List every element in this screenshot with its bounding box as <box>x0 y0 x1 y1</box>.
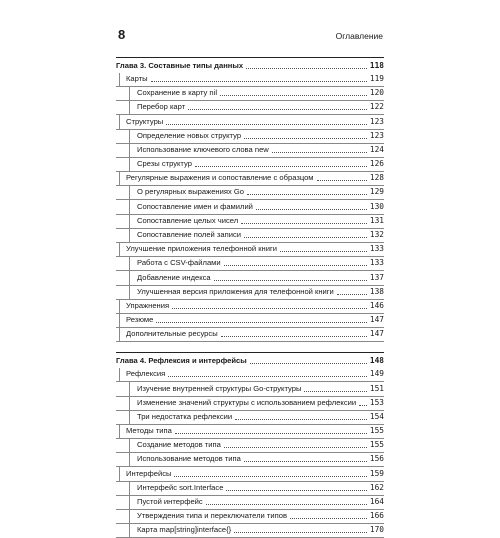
toc-entry-title: Глава 4. Рефлексия и интерфейсы <box>116 356 247 366</box>
toc-section-entry[interactable] <box>116 300 384 314</box>
toc-subsection-entry[interactable] <box>116 130 384 144</box>
toc-subsection-entry[interactable] <box>116 186 384 200</box>
toc-subsection-entry[interactable] <box>116 229 384 243</box>
toc-entry-page: 159 <box>369 468 384 478</box>
toc-leader-dots <box>226 490 366 491</box>
toc-entry-title: Сопоставление имен и фамилий <box>137 201 253 211</box>
toc-subsection-entry[interactable] <box>116 158 384 172</box>
toc-entry-page: 147 <box>369 315 384 325</box>
toc-entry-page: 155 <box>369 440 384 450</box>
toc-entry-page: 137 <box>369 272 384 282</box>
toc-subsection-entry[interactable] <box>116 87 384 101</box>
toc-entry-page: 149 <box>369 369 384 379</box>
toc-leader-dots <box>250 363 367 364</box>
toc-subsection-entry[interactable] <box>116 524 384 538</box>
toc-leader-dots <box>166 124 367 125</box>
toc-leader-dots <box>304 391 366 392</box>
toc-entry-title: Три недостатка рефлексии <box>137 411 233 421</box>
toc-entry-page: 124 <box>369 144 384 154</box>
toc-subsection-entry[interactable] <box>116 382 384 396</box>
toc-leader-dots <box>244 138 367 139</box>
toc-entry-page: 147 <box>369 329 384 339</box>
toc-subsection-entry[interactable] <box>116 257 384 271</box>
toc-subsection-entry[interactable] <box>116 215 384 229</box>
toc-leader-dots <box>206 504 367 505</box>
toc-subsection-entry[interactable] <box>116 101 384 115</box>
toc-entry-title: Методы типа <box>126 426 172 436</box>
toc-entry-page: 138 <box>369 286 384 296</box>
toc-entry-title: Добавление индекса <box>137 272 211 282</box>
toc-entry-title: Рефлексия <box>126 369 166 379</box>
toc-entry-title: Структуры <box>126 116 164 126</box>
toc-entry-title: Изучение внутренней структуры Go-структуры <box>137 383 302 393</box>
toc-section-entry[interactable] <box>116 243 384 257</box>
toc-subsection-entry[interactable] <box>116 496 384 510</box>
toc-entry-page: 123 <box>369 116 384 126</box>
toc-entry-title: Интерфейсы <box>126 468 172 478</box>
toc-entry-page: 122 <box>369 102 384 112</box>
toc-entry-title: Срезы структур <box>137 159 192 169</box>
toc-subsection-entry[interactable] <box>116 453 384 467</box>
toc-leader-dots <box>235 419 367 420</box>
toc-entry-title: Глава 3. Составные типы данных <box>116 60 244 70</box>
toc-entry-page: 118 <box>369 60 384 70</box>
toc-entry-page: 162 <box>369 482 384 492</box>
toc-entry-title: Интерфейс sort.Interface <box>137 482 224 492</box>
toc-leader-dots <box>234 532 367 533</box>
toc-section-entry[interactable] <box>116 172 384 186</box>
toc-section-entry[interactable] <box>116 425 384 439</box>
toc-entry-page: 148 <box>369 356 384 366</box>
toc-leader-dots <box>175 433 367 434</box>
toc-entry-title: О регулярных выражениях Go <box>137 187 245 197</box>
toc-entry-title: Определение новых структур <box>137 130 242 140</box>
toc-entry-page: 133 <box>369 244 384 254</box>
toc-subsection-entry[interactable] <box>116 144 384 158</box>
toc-entry-page: 120 <box>369 88 384 98</box>
toc-section-entry[interactable] <box>116 314 384 328</box>
toc-entry-title: Пустой интерфейс <box>137 497 203 507</box>
toc-entry-title: Использование методов типа <box>137 454 241 464</box>
toc-entry-page: 155 <box>369 426 384 436</box>
toc-subsection-entry[interactable] <box>116 510 384 524</box>
toc-leader-dots <box>174 476 366 477</box>
toc-section-entry[interactable] <box>116 467 384 481</box>
toc-leader-dots <box>317 180 367 181</box>
toc-leader-dots <box>224 447 367 448</box>
toc-leader-dots <box>188 109 367 110</box>
chapter-gap <box>116 342 384 352</box>
toc-chapter <box>116 352 384 538</box>
toc-leader-dots <box>244 237 367 238</box>
toc-subsection-entry[interactable] <box>116 200 384 214</box>
toc-section-entry[interactable] <box>116 73 384 87</box>
toc-entry-page: 153 <box>369 397 384 407</box>
toc-entry-title: Дополнительные ресурсы <box>126 329 218 339</box>
table-of-contents <box>116 57 384 538</box>
toc-entry-page: 166 <box>369 511 384 521</box>
toc-leader-dots <box>168 376 367 377</box>
toc-entry-page: 151 <box>369 383 384 393</box>
toc-leader-dots <box>224 265 367 266</box>
toc-entry-title: Улучшенная версия приложения для телефонной книги <box>137 286 334 296</box>
toc-entry-title: Карта map[string]interface{} <box>137 525 232 535</box>
toc-leader-dots <box>221 336 367 337</box>
running-title: Оглавление <box>335 31 383 41</box>
toc-subsection-entry[interactable] <box>116 482 384 496</box>
toc-leader-dots <box>244 461 367 462</box>
toc-leader-dots <box>151 81 367 82</box>
toc-entry-page: 170 <box>369 525 384 535</box>
toc-entry-page: 123 <box>369 130 384 140</box>
toc-leader-dots <box>247 194 367 195</box>
toc-entry-page: 126 <box>369 159 384 169</box>
toc-leader-dots <box>220 95 367 96</box>
toc-leader-dots <box>214 280 367 281</box>
toc-leader-dots <box>280 251 367 252</box>
toc-entry-page: 132 <box>369 230 384 240</box>
toc-entry-title: Регулярные выражения и сопоставление с образцом <box>126 173 314 183</box>
toc-entry-page: 133 <box>369 258 384 268</box>
toc-leader-dots <box>241 223 367 224</box>
toc-subsection-entry[interactable] <box>116 286 384 300</box>
toc-subsection-entry[interactable] <box>116 439 384 453</box>
toc-entry-title: Сопоставление целых чисел <box>137 215 239 225</box>
toc-entry-title: Создание методов типа <box>137 440 221 450</box>
toc-subsection-entry[interactable] <box>116 397 384 411</box>
toc-section-entry[interactable] <box>116 368 384 382</box>
toc-entry-page: 154 <box>369 411 384 421</box>
toc-leader-dots <box>272 152 367 153</box>
toc-entry-title: Изменение значений структуры с использованием рефлексии <box>137 397 357 407</box>
toc-subsection-entry[interactable] <box>116 411 384 425</box>
page-number: 8 <box>118 27 126 42</box>
toc-entry-page: 130 <box>369 201 384 211</box>
toc-entry-page: 156 <box>369 454 384 464</box>
toc-leader-dots <box>337 294 367 295</box>
toc-chapter-heading[interactable] <box>116 353 384 368</box>
toc-entry-page: 164 <box>369 497 384 507</box>
toc-entry-title: Перебор карт <box>137 102 186 112</box>
toc-entry-title: Карты <box>126 73 148 83</box>
toc-leader-dots <box>359 405 367 406</box>
toc-entry-page: 146 <box>369 300 384 310</box>
toc-leader-dots <box>256 209 367 210</box>
toc-chapter <box>116 57 384 342</box>
toc-subsection-entry[interactable] <box>116 271 384 285</box>
toc-leader-dots <box>195 166 367 167</box>
toc-entry-page: 129 <box>369 187 384 197</box>
toc-section-entry[interactable] <box>116 115 384 129</box>
toc-section-entry[interactable] <box>116 328 384 342</box>
toc-entry-title: Упражнения <box>126 300 170 310</box>
toc-entry-page: 131 <box>369 215 384 225</box>
toc-entry-page: 128 <box>369 173 384 183</box>
toc-entry-title: Сопоставление полей записи <box>137 230 242 240</box>
toc-entry-title: Улучшение приложения телефонной книги <box>126 244 277 254</box>
toc-entry-title: Работа с CSV-файлами <box>137 258 221 268</box>
toc-entry-title: Использование ключевого слова new <box>137 144 269 154</box>
toc-leader-dots <box>290 518 367 519</box>
toc-entry-page: 119 <box>369 73 384 83</box>
toc-leader-dots <box>172 308 367 309</box>
toc-leader-dots <box>156 322 367 323</box>
toc-leader-dots <box>246 68 367 69</box>
toc-entry-title: Утверждения типа и переключатели типов <box>137 511 288 521</box>
toc-entry-title: Резюме <box>126 315 154 325</box>
toc-entry-title: Сохранение в карту nil <box>137 88 218 98</box>
toc-chapter-heading[interactable] <box>116 58 384 73</box>
